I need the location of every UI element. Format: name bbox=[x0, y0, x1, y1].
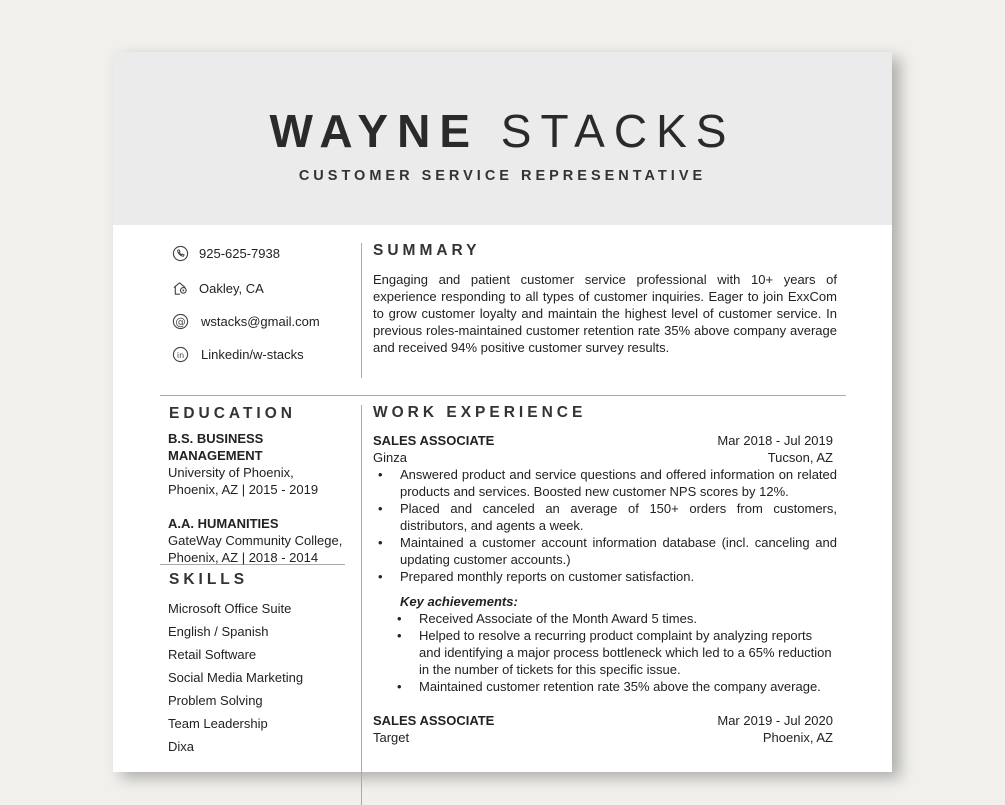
degree: B.S. BUSINESS MANAGEMENT bbox=[168, 431, 264, 463]
school: University of Phoenix, bbox=[168, 465, 294, 480]
contact-linkedin bbox=[171, 345, 304, 363]
summary-text: Engaging and patient customer service professional with 10+ years of experience responding to all types of customer inquiries. Eager to join ExxCom to grow customer loyalty and maintain the highest level of customer service. In previous roles-maintained customer retention rate 35% above company average and received 94% positive customer survey results. bbox=[373, 272, 837, 355]
achievement: • Helped to resolve a recurring product complaint by analyzing reports and identifying a major process bottleneck which led to a 65% reduction in the number of tickets for this specific issue. bbox=[392, 627, 837, 678]
email-at-icon bbox=[171, 312, 189, 330]
school-detail: Phoenix, AZ | 2018 - 2014 bbox=[168, 550, 319, 565]
phone-icon bbox=[171, 244, 189, 262]
bullet: • Answered product and service questions and offered information on related products and services. Boosted new customer NPS scores by 12%. bbox=[373, 466, 837, 500]
bullet: • Prepared monthly reports on customer satisfaction. bbox=[373, 568, 837, 585]
job-title: CUSTOMER SERVICE REPRESENTATIVE bbox=[298, 168, 707, 184]
skill-item: Social Media Marketing bbox=[168, 670, 304, 685]
skills-heading: SKILLS bbox=[169, 571, 249, 588]
company: Ginza bbox=[373, 450, 407, 465]
degree: A.A. HUMANITIES bbox=[168, 516, 279, 531]
skill-item: Team Leadership bbox=[168, 716, 268, 731]
section-divider bbox=[160, 395, 846, 396]
job-title: SALES ASSOCIATE bbox=[373, 713, 495, 728]
work-heading: WORK EXPERIENCE bbox=[373, 404, 587, 421]
skill-item: Problem Solving bbox=[168, 693, 263, 708]
resume-page bbox=[113, 52, 892, 772]
phone-text: 925-625-7938 bbox=[199, 245, 280, 261]
bullet: • Placed and canceled an average of 150+ orders from customers, distributors, and agents a week. bbox=[373, 500, 837, 534]
first-name: WAYNE bbox=[269, 105, 480, 157]
job-location: Phoenix, AZ bbox=[762, 730, 833, 745]
linkedin-icon bbox=[171, 345, 189, 363]
education-list bbox=[168, 430, 358, 566]
achievements-list bbox=[392, 610, 837, 695]
home-location-icon bbox=[171, 279, 189, 297]
contact-email bbox=[171, 312, 320, 330]
skill-item: Microsoft Office Suite bbox=[168, 601, 292, 616]
skill-item: English / Spanish bbox=[168, 624, 269, 639]
job-bullets bbox=[373, 466, 837, 585]
linkedin-text: Linkedin/w-stacks bbox=[201, 346, 304, 362]
company: Target bbox=[373, 730, 410, 745]
job-dates: Mar 2018 - Jul 2019 bbox=[717, 433, 833, 448]
column-divider bbox=[361, 405, 362, 805]
job-location: Tucson, AZ bbox=[767, 450, 833, 465]
contact-phone bbox=[171, 244, 280, 262]
work-experience bbox=[373, 432, 837, 746]
contact-location bbox=[171, 279, 264, 297]
summary-heading: SUMMARY bbox=[373, 242, 481, 259]
education-heading: EDUCATION bbox=[169, 405, 296, 422]
job-dates: Mar 2019 - Jul 2020 bbox=[717, 713, 833, 728]
location-text: Oakley, CA bbox=[199, 280, 264, 296]
skill-item: Dixa bbox=[168, 739, 195, 754]
svg-text:@: @ bbox=[174, 315, 186, 328]
skills-list bbox=[168, 597, 303, 758]
school-detail: Phoenix, AZ | 2015 - 2019 bbox=[168, 482, 319, 497]
job-title: SALES ASSOCIATE bbox=[373, 433, 495, 448]
bullet: • Maintained a customer account information database (incl. canceling and updating customer accounts.) bbox=[373, 534, 837, 568]
achievement: • Maintained customer retention rate 35% above the company average. bbox=[392, 678, 837, 695]
email-text: wstacks@gmail.com bbox=[201, 313, 320, 329]
achievement: • Received Associate of the Month Award 5 times. bbox=[392, 610, 837, 627]
school: GateWay Community College, bbox=[168, 533, 343, 548]
column-divider bbox=[361, 243, 362, 378]
last-name: STACKS bbox=[500, 105, 736, 157]
skill-item: Retail Software bbox=[168, 647, 257, 662]
achievements-label: Key achievements: bbox=[400, 594, 518, 609]
svg-text:in: in bbox=[176, 350, 184, 360]
resume-header bbox=[113, 52, 892, 225]
candidate-name bbox=[113, 104, 892, 158]
